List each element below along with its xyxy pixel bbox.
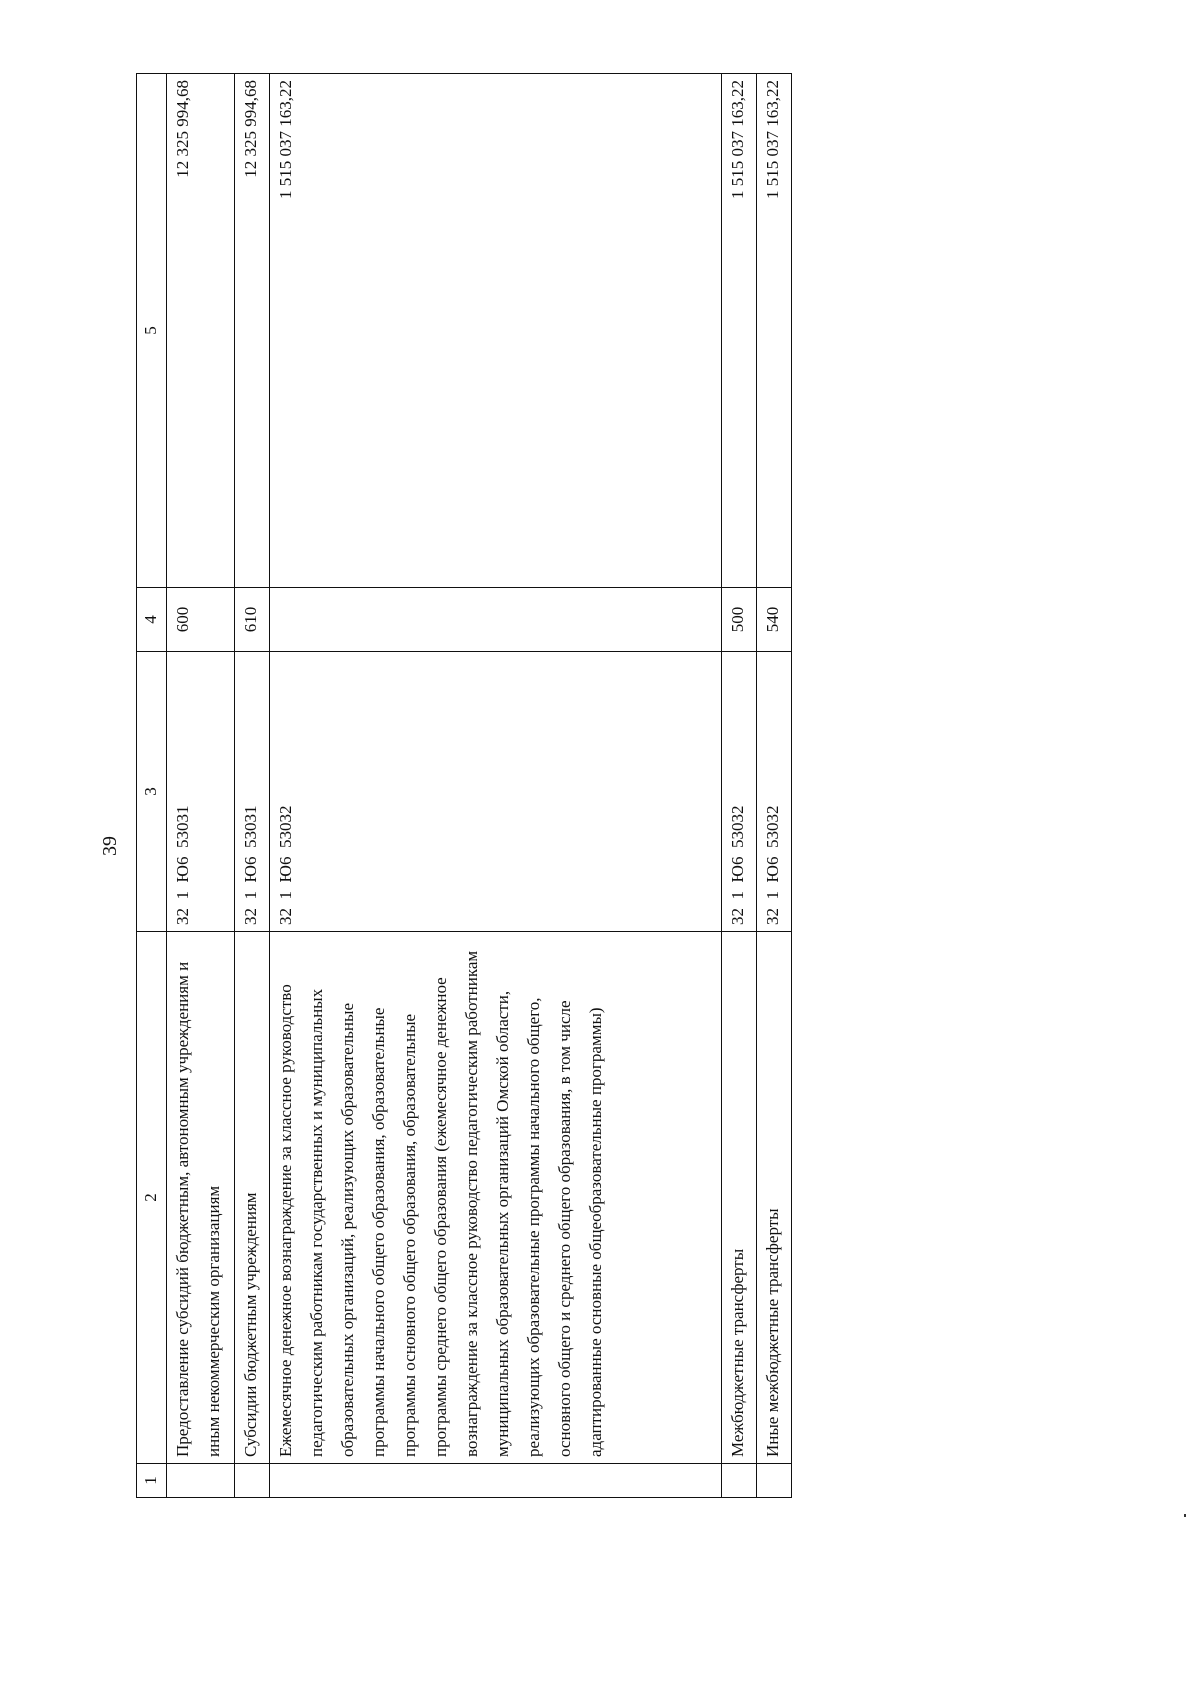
row-amount-cell: 12 325 994,68	[235, 74, 270, 588]
table-row	[270, 74, 721, 1498]
row-code-cell: 32 1 Ю6 53032	[721, 652, 756, 932]
header-col-3: 3	[137, 652, 167, 932]
budget-table	[136, 73, 792, 1498]
scan-speck	[1184, 1514, 1186, 1517]
row-type-cell: 610	[235, 588, 270, 652]
row-type-cell	[270, 588, 721, 652]
row-type-cell: 540	[756, 588, 791, 652]
row-amount-cell: 1 515 037 163,22	[270, 74, 721, 588]
row-amount-cell: 1 515 037 163,22	[756, 74, 791, 588]
row-code-cell: 32 1 Ю6 53032	[270, 652, 721, 932]
header-col-2: 2	[137, 932, 167, 1464]
table-row	[235, 74, 270, 1498]
header-col-4: 4	[137, 588, 167, 652]
row-number-cell	[270, 1464, 721, 1498]
row-code-cell: 32 1 Ю6 53032	[756, 652, 791, 932]
row-amount-cell: 1 515 037 163,22	[721, 74, 756, 588]
row-amount-cell: 12 325 994,68	[167, 74, 235, 588]
row-name-cell: Субсидии бюджетным учреждениям	[235, 932, 270, 1464]
header-col-5: 5	[137, 74, 167, 588]
header-col-1: 1	[137, 1464, 167, 1498]
row-name-cell: Предоставление субсидий бюджетным, автономным учреждениям и иным некоммерческим организациям	[167, 932, 235, 1464]
row-number-cell	[167, 1464, 235, 1498]
row-code-cell: 32 1 Ю6 53031	[167, 652, 235, 932]
row-type-cell: 500	[721, 588, 756, 652]
row-name-cell: Межбюджетные трансферты	[721, 932, 756, 1464]
row-number-cell	[235, 1464, 270, 1498]
row-number-cell	[721, 1464, 756, 1498]
table-row	[721, 74, 756, 1498]
table-header-row	[137, 74, 167, 1498]
row-name-cell: Ежемесячное денежное вознаграждение за классное руководство педагогическим работникам государственных и муниципальных образовательных организаций, реализующих образовательные программы начального общего образования, образовательные программы основного общего образования, образовательные программы среднего общего образования (ежемесячное денежное вознаграждение за классное руководство педагогическим работникам муниципальных образовательных организаций Омской области, реализующих образовательные программы начального общего, основного общего и среднего общего образования, в том числе адаптированные основные общеобразовательные программы)	[270, 932, 721, 1464]
table-row	[756, 74, 791, 1498]
row-number-cell	[756, 1464, 791, 1498]
row-code-cell: 32 1 Ю6 53031	[235, 652, 270, 932]
row-type-cell: 600	[167, 588, 235, 652]
table-row	[167, 74, 235, 1498]
page-number: 39	[99, 836, 121, 856]
row-name-cell: Иные межбюджетные трансферты	[756, 932, 791, 1464]
